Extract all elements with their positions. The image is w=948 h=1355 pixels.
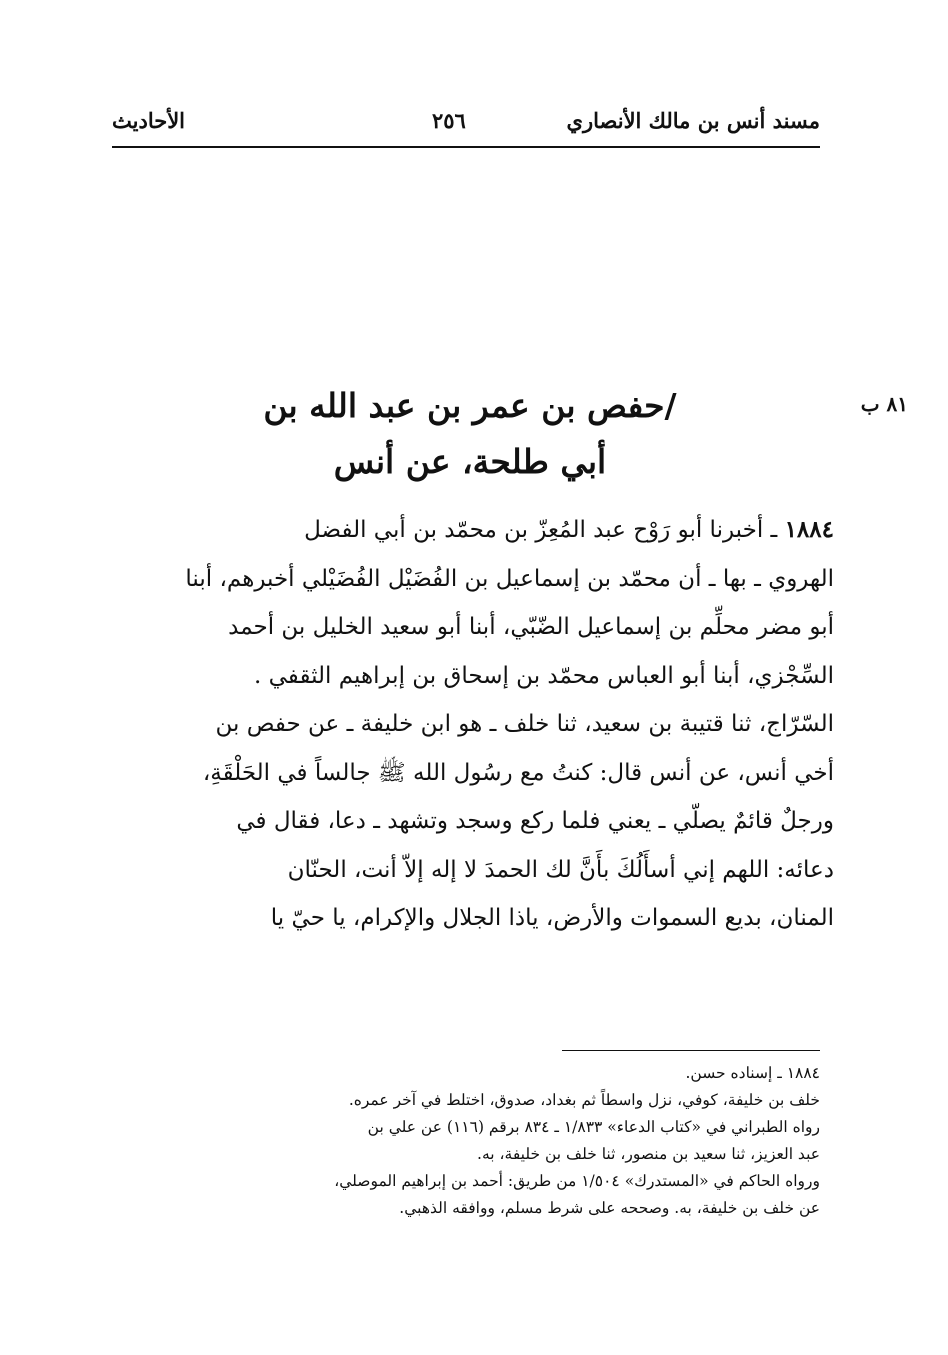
footnote-line: ١٨٨٤ ـ إسناده حسن. <box>685 1064 820 1082</box>
hadith-line: المنان، بديع السموات والأرض، ياذا الجلال والإكرام، يا حيّ يا <box>270 905 834 931</box>
hadith-number: ١٨٨٤ <box>784 516 834 543</box>
chapter-title <box>150 378 790 490</box>
hadith-line-text: ـ أخبرنا أبو رَوْح عبد المُعِزّ بن محمّد بن أبي الفضل <box>304 517 778 543</box>
footnote-rule <box>562 1050 820 1051</box>
footnotes <box>124 1060 820 1222</box>
footnote-line: عن خلف بن خليفة، به. وصححه على شرط مسلم، ووافقه الذهبي. <box>399 1199 820 1217</box>
header-rule <box>112 146 820 148</box>
footnote-line: ورواه الحاكم في «المستدرك» ١/٥٠٤ من طريق: أحمد بن إبراهيم الموصلي، <box>334 1172 820 1190</box>
chapter-title-line-2: أبي طلحة، عن أنس <box>333 442 607 481</box>
footnote-line: عبد العزيز، ثنا سعيد بن منصور، ثنا خلف بن خليفة، به. <box>477 1145 820 1163</box>
hadith-line <box>126 506 834 555</box>
header-page-number: ٢٥٦ <box>432 108 466 133</box>
hadith-line: السّرّاج، ثنا قتيبة بن سعيد، ثنا خلف ـ هو ابن خليفة ـ عن حفص بن <box>215 711 834 737</box>
hadith-line: أخي أنس، عن أنس قال: كنتُ مع رسُول الله ﷺ جالساً في الحَلْقَةِ، <box>202 759 834 786</box>
footnote-line: خلف بن خليفة، كوفي، نزل واسطاً ثم بغداد، صدوق، اختلط في آخر عمره. <box>348 1091 820 1109</box>
header-book-title: مسند أنس بن مالك الأنصاري <box>566 108 820 133</box>
hadith-line: السِّجْزي، أبنا أبو العباس محمّد بن إسحاق بن إبراهيم الثقفي . <box>254 662 834 689</box>
hadith-text <box>126 506 834 943</box>
footnote-line: رواه الطبراني في «كتاب الدعاء» ١/٨٣٣ ـ ٨٣٤ برقم (١١٦) عن علي بن <box>367 1118 820 1136</box>
manuscript-folio-note: ٨١ ب <box>860 392 908 416</box>
hadith-line: أبو مضر محلِّم بن إسماعيل الضّبّي، أبنا أبو سعيد الخليل بن أحمد <box>228 614 834 640</box>
hadith-line: دعائه: اللهم إني أسأَلُكَ بأَنَّ لك الحمدَ لا إله إلاّ أنت، الحنّان <box>287 856 834 883</box>
page-header <box>112 108 820 144</box>
hadith-line: ورجلٌ قائمٌ يصلّي ـ يعني فلما ركع وسجد وتشهد ـ دعا، فقال في <box>236 808 834 834</box>
chapter-title-line-1: /حفص بن عمر بن عبد الله بن <box>263 386 677 425</box>
header-section: الأحاديث <box>112 108 186 133</box>
hadith-line: الهروي ـ بها ـ أن محمّد بن إسماعيل بن الفُضَيْل الفُضَيْلي أخبرهم، أبنا <box>185 565 834 592</box>
